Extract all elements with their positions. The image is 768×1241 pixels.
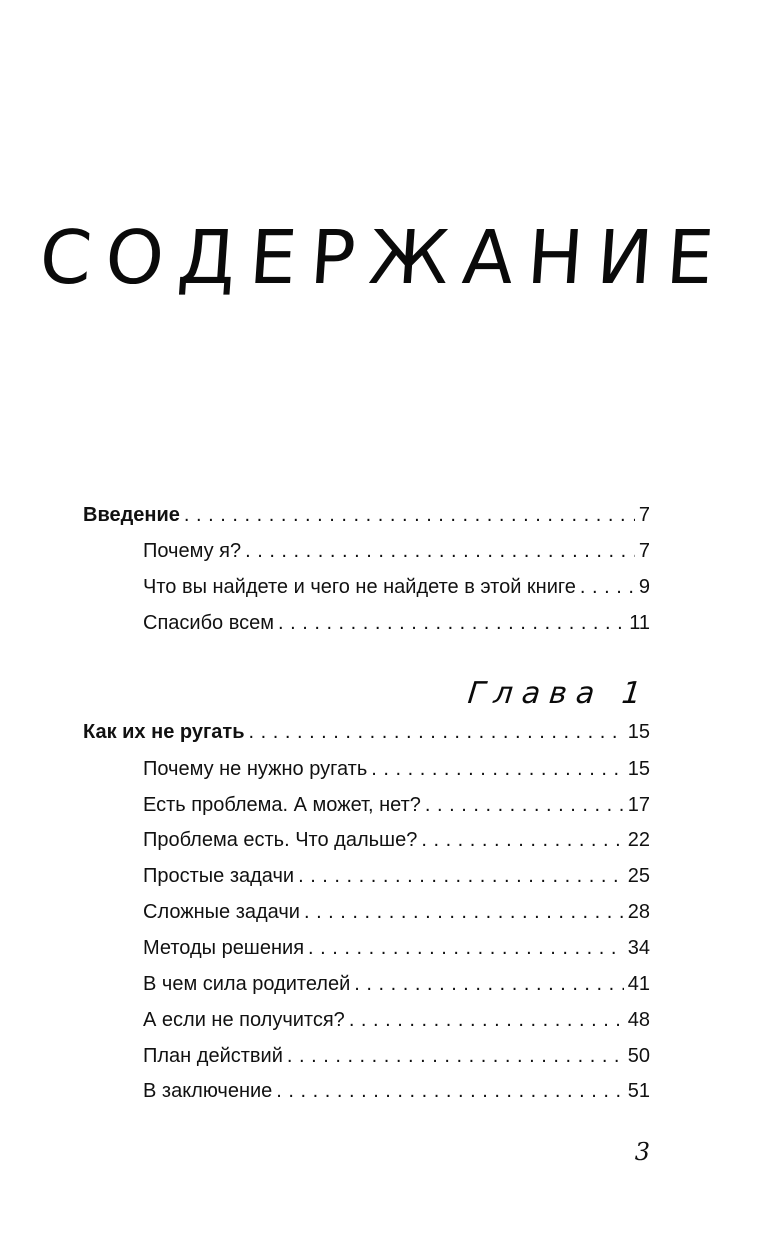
toc-subentry-label: План действий bbox=[143, 1045, 283, 1067]
toc-page-number: 7 bbox=[638, 504, 650, 526]
toc-page-number: 11 bbox=[629, 612, 650, 634]
dot-leader bbox=[425, 793, 624, 817]
toc-subentry-label: Сложные задачи bbox=[143, 901, 300, 923]
toc-subentry[interactable] bbox=[143, 793, 650, 817]
toc-subentry[interactable] bbox=[143, 1079, 650, 1103]
toc-subentry-label: А если не получится? bbox=[143, 1009, 345, 1031]
toc-subentry-label: В заключение bbox=[143, 1080, 273, 1102]
dot-leader bbox=[308, 936, 624, 960]
toc-subentry[interactable] bbox=[143, 539, 650, 563]
dot-leader bbox=[287, 1044, 624, 1068]
toc-page-number: 51 bbox=[627, 1080, 650, 1102]
toc-page-number: 48 bbox=[627, 1009, 650, 1031]
toc-entry-introduction[interactable] bbox=[83, 503, 650, 527]
toc-subentry-label: Что вы найдете и чего не найдете в этой книге bbox=[143, 576, 576, 598]
toc-subentry[interactable] bbox=[143, 1008, 650, 1032]
toc-entry-label: Введение bbox=[83, 504, 180, 526]
toc-subentry[interactable] bbox=[143, 864, 650, 888]
dot-leader bbox=[298, 864, 624, 888]
dot-leader bbox=[304, 900, 624, 924]
toc-page-number: 41 bbox=[627, 973, 650, 995]
toc-subentry[interactable] bbox=[143, 972, 650, 996]
dot-leader bbox=[184, 503, 635, 527]
toc-page-number: 34 bbox=[627, 937, 650, 959]
dot-leader bbox=[349, 1008, 624, 1032]
toc-page-number: 9 bbox=[638, 576, 650, 598]
toc-subentry-label: Методы решения bbox=[143, 937, 305, 959]
toc-page-number: 28 bbox=[627, 901, 650, 923]
dot-leader bbox=[276, 1079, 623, 1103]
dot-leader bbox=[371, 757, 624, 781]
toc-subentry[interactable] bbox=[143, 936, 650, 960]
toc-page-number: 25 bbox=[627, 865, 650, 887]
toc-page-number: 15 bbox=[627, 721, 650, 743]
toc-page-number: 7 bbox=[638, 540, 650, 562]
toc-subentry-label: Почему я? bbox=[143, 540, 242, 562]
dot-leader bbox=[354, 972, 623, 996]
toc-subentry[interactable] bbox=[143, 828, 650, 852]
toc-entry-label: Как их не ругать bbox=[83, 721, 245, 743]
toc-subentry[interactable] bbox=[143, 900, 650, 924]
toc-entry-chapter-1[interactable] bbox=[83, 720, 650, 744]
toc-subentry-label: Спасибо всем bbox=[143, 612, 274, 634]
toc-subentry[interactable] bbox=[143, 1044, 650, 1068]
toc-subentry-label: Простые задачи bbox=[143, 865, 295, 887]
dot-leader bbox=[245, 539, 635, 563]
toc-page-number: 22 bbox=[627, 829, 650, 851]
toc-subentry-label: В чем сила родителей bbox=[143, 973, 351, 995]
toc-page-number: 17 bbox=[627, 794, 650, 816]
page-number: 3 bbox=[634, 1138, 650, 1166]
dot-leader bbox=[278, 611, 625, 635]
toc-page-number: 50 bbox=[627, 1045, 650, 1067]
chapter-label: Глава 1 bbox=[466, 676, 652, 711]
toc-page-number: 15 bbox=[627, 758, 650, 780]
dot-leader bbox=[249, 720, 624, 744]
toc-subentry[interactable] bbox=[143, 575, 650, 599]
dot-leader bbox=[580, 575, 635, 599]
page-title: СОДЕРЖАНИЕ bbox=[37, 215, 731, 301]
page-title-block bbox=[0, 215, 768, 301]
dot-leader bbox=[421, 828, 623, 852]
toc-subentry-label: Есть проблема. А может, нет? bbox=[143, 794, 421, 816]
toc-subentry-label: Проблема есть. Что дальше? bbox=[143, 829, 418, 851]
toc-subentry[interactable] bbox=[143, 611, 650, 635]
toc-subentry[interactable] bbox=[143, 757, 650, 781]
toc-subentry-label: Почему не нужно ругать bbox=[143, 758, 368, 780]
